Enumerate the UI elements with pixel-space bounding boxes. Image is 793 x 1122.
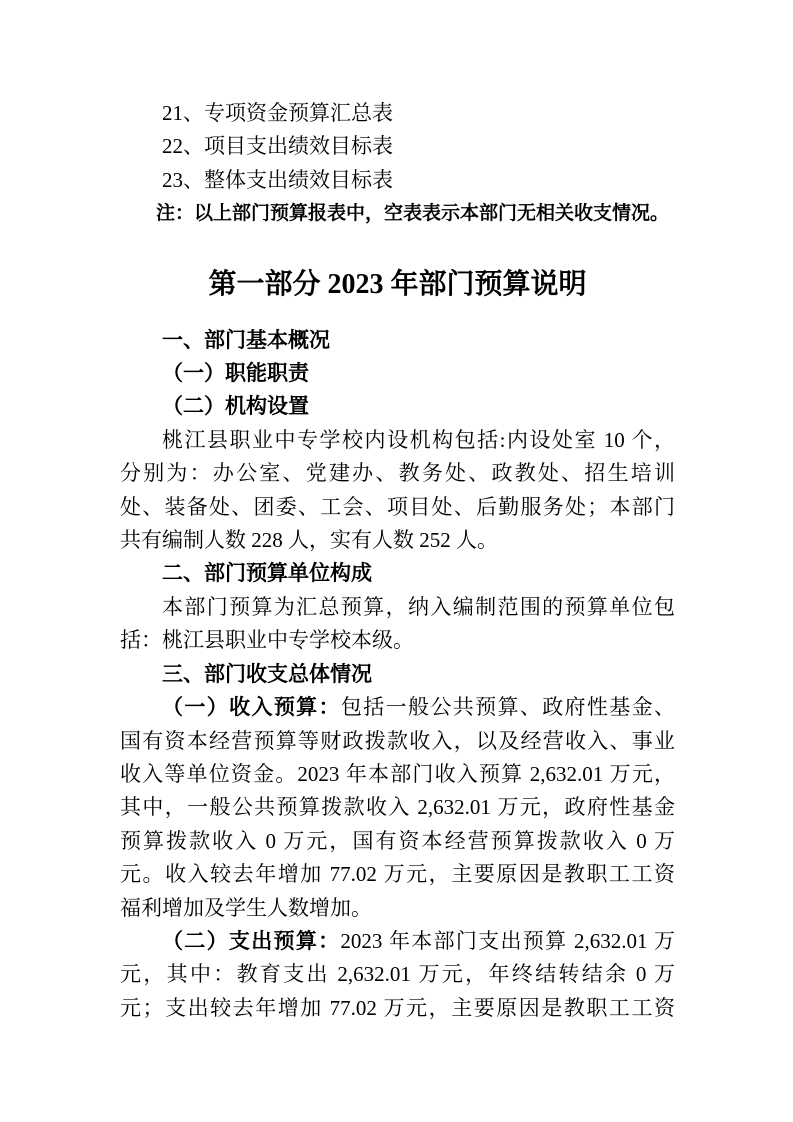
text-run: 国有资本经营预算等财政拨款收入，以及经营收入、事业 [120, 728, 675, 753]
text-run: 其中，一般公共预算拨款收入 2,632.01 万元，政府性基金 [120, 795, 675, 820]
attachment-list-item: 22、项目支出绩效目标表 [162, 134, 393, 159]
paragraph-line [120, 524, 675, 557]
paragraph-line [120, 457, 675, 490]
text-run: 括：桃江县职业中专学校本级。 [120, 628, 414, 653]
paragraph-line [120, 491, 675, 524]
section-heading: （二）机构设置 [162, 395, 309, 419]
text-run: 元，其中：教育支出 2,632.01 万元，年终结转结余 0 万 [120, 962, 675, 987]
paragraph [120, 591, 675, 658]
paragraph-line [120, 858, 675, 891]
paragraph-line [120, 892, 675, 925]
note-line: 注：以上部门预算报表中，空表表示本部门无相关收支情况。 [156, 203, 670, 225]
section-heading: 三、部门收支总体情况 [162, 662, 372, 686]
paragraph-line [120, 958, 675, 991]
inline-bold-label: （二）支出预算： [162, 929, 341, 953]
inline-bold-label: （一）收入预算： [162, 696, 341, 720]
paragraph-line [120, 691, 675, 724]
section-heading: 一、部门基本概况 [162, 328, 330, 352]
paragraph-line [120, 758, 675, 791]
paragraph-line [120, 992, 675, 1025]
paragraph-line [120, 791, 675, 824]
text-run: 处、装备处、团委、工会、项目处、后勤服务处；本部门 [120, 494, 675, 519]
section-heading: 二、部门预算单位构成 [162, 562, 372, 586]
section-heading: （一）职能职责 [162, 362, 309, 386]
text-run: 分别为：办公室、党建办、教务处、政教处、招生培训 [120, 461, 675, 486]
paragraph-line [120, 591, 675, 624]
paragraph-line [120, 825, 675, 858]
text-run: 元。收入较去年增加 77.02 万元，主要原因是教职工工资 [120, 862, 675, 887]
paragraph [120, 925, 675, 1025]
document-title: 第一部分 2023 年部门预算说明 [208, 268, 587, 300]
text-run: 元；支出较去年增加 77.02 万元，主要原因是教职工工资 [120, 995, 675, 1020]
text-run: 2023 年本部门支出预算 2,632.01 万 [340, 928, 676, 953]
attachment-list-item: 23、整体支出绩效目标表 [162, 167, 393, 192]
paragraph-line [120, 725, 675, 758]
text-run: 包括一般公共预算、政府性基金、 [340, 695, 676, 720]
paragraph-line [120, 424, 675, 457]
attachment-list-item: 21、专项资金预算汇总表 [162, 101, 393, 125]
text-run: 共有编制人数 228 人，实有人数 252 人。 [120, 528, 498, 553]
text-run: 预算拨款收入 0 万元，国有资本经营预算拨款收入 0 万 [120, 828, 675, 853]
text-run: 收入等单位资金。2023 年本部门收入预算 2,632.01 万元， [120, 761, 675, 786]
paragraph [120, 424, 675, 558]
paragraph-line [120, 925, 675, 958]
text-run: 桃江县职业中专学校内设机构包括:内设处室 10 个， [162, 427, 675, 452]
text-run: 本部门预算为汇总预算，纳入编制范围的预算单位包 [162, 594, 675, 619]
paragraph-line [120, 624, 675, 657]
paragraph [120, 691, 675, 925]
text-run: 福利增加及学生人数增加。 [120, 895, 372, 920]
